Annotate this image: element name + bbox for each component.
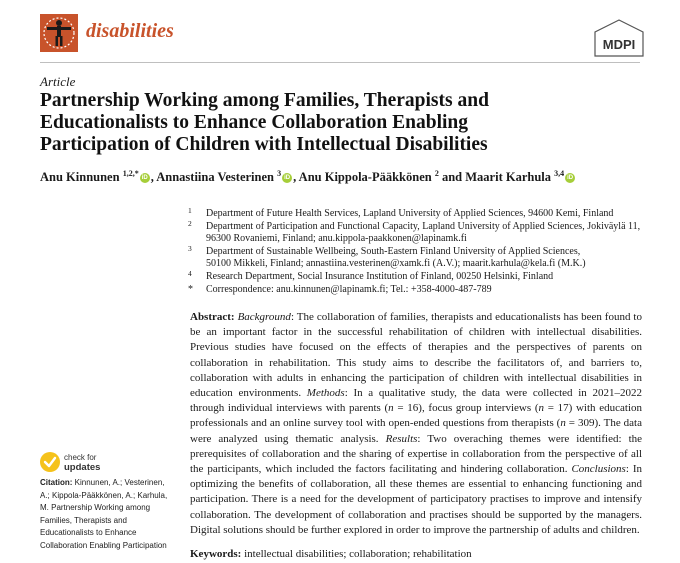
citation-line: Citation: Kinnunen, A.; Vesterinen,	[40, 478, 165, 487]
citation-line: Families, Therapists and	[40, 515, 127, 525]
affiliation-item	[188, 208, 648, 221]
citation-line: Educationalists to Enhance	[40, 528, 137, 537]
affiliation-marker: 1	[188, 206, 192, 215]
check-updates-icon	[40, 452, 60, 472]
mdpi-logo[interactable]	[589, 18, 649, 58]
article-type: Article	[40, 74, 76, 89]
conclusions-text: : In optimizing the benefits of collaboration, all these themes are essential to enhancing functioning and participation. There is a need for the development of participatory practises to improve and intensify collaboration. The development of collaboration and practises should be supported by the managers. Digital solutions should be further explored in order to improve the partnership of adults and children.	[190, 463, 642, 536]
keywords-label: Keywords:	[190, 548, 242, 560]
citation-block	[40, 477, 180, 552]
author-affiliation-marker: 3,4	[554, 168, 565, 178]
author-name[interactable]: Anu Kippola-Pääkkönen	[298, 170, 432, 184]
check-for-updates-button[interactable]	[40, 452, 120, 474]
article-title	[40, 90, 640, 156]
affiliation-list	[188, 208, 648, 296]
methods-label: Methods	[306, 387, 345, 400]
title-line: Partnership Working among Families, Therapists and	[40, 90, 489, 111]
author-affiliation-marker: 1,2,*	[122, 168, 139, 178]
affiliation-marker: 4	[188, 268, 192, 278]
orcid-icon[interactable]: iD	[284, 175, 291, 182]
citation-line: A.; Kippola-Pääkkönen, A.; Karhula,	[40, 490, 168, 500]
correspondence-text: Correspondence: anu.kinnunen@lapinamk.fi; Tel.: +358-4000-487-789	[206, 283, 492, 295]
abstract-label: Abstract:	[190, 311, 235, 323]
journal-logo	[40, 14, 78, 52]
author-name[interactable]: Maarit Karhula	[465, 170, 552, 184]
author-list: Anu Kinnunen $^{1,2,*}$iD , Annastiina Vesterinen $^3$iD , Anu Kippola-Pääkkönen $^2$ and Maarit Karhula $^{3,4}$iD	[40, 168, 574, 184]
affiliation-item	[188, 268, 648, 284]
header-divider	[40, 62, 640, 63]
affiliation-text: Department of Participation and Functional Capacity, Lapland University of Applied Sciences, Jokiväylä 11,	[206, 220, 641, 232]
citation-label: Citation:	[40, 478, 73, 487]
conclusions-label: Conclusions	[571, 463, 626, 476]
check-updates-label: updates	[64, 462, 101, 473]
correspondence-marker: *	[188, 283, 193, 295]
journal-name[interactable]: disabilities	[86, 20, 174, 42]
citation-line: M. Partnership Working among	[40, 503, 151, 512]
background-text: : The collaboration of families, therapists and educationalists has been found to be an important factor in the successful rehabilitation of children with intellectual disabilities. Previous studies have focused on the effects of therapies and the perspectives of parents on collaboration in rehabilitation. This study aims to describe the facilitators of, and barriers to, collaboration with adults in enhancing the participation of children with intellectual disabilities in education environments.	[190, 311, 642, 400]
methods-text: : In a qualitative study, the data were collected in 2021–2022 through individual interviews with parents (	[190, 387, 642, 415]
affiliation-item	[188, 218, 648, 246]
check-updates-label: check for	[64, 453, 97, 462]
sample-size-var: n	[538, 402, 544, 415]
author-name[interactable]: Anu Kinnunen	[40, 170, 120, 184]
orcid-icon[interactable]: iD	[141, 175, 148, 182]
abstract	[190, 310, 642, 538]
title-line: Educationalists to Enhance Collaboration Enabling	[40, 112, 469, 133]
results-text: : Two overaching themes were identified: the prerequisites of collaboration and the sharing of expertise in collaboration from the perspective of all the participants, which included the factors facilitating and hindering collaboration.	[190, 432, 643, 476]
affiliation-text: 50100 Mikkeli, Finland; annastiina.vesterinen@xamk.fi (A.V.); maarit.karhula@kela.fi (M.K.)	[206, 258, 586, 270]
affiliation-text: 96300 Rovaniemi, Finland; anu.kippola-paakkonen@lapinamk.fi	[206, 233, 467, 245]
affiliation-text: Department of Future Health Services, Lapland University of Applied Sciences, 94600 Kemi, Finland	[206, 208, 614, 219]
title-line: Participation of Children with Intellectual Disabilities	[40, 134, 488, 155]
affiliation-item	[188, 243, 648, 271]
author-name[interactable]: Annastiina Vesterinen	[156, 170, 274, 184]
keywords	[190, 548, 472, 560]
orcid-icon[interactable]: iD	[567, 175, 574, 182]
sample-size-var: n	[560, 417, 566, 430]
methods-text: = 16), focus group interviews (	[393, 402, 539, 415]
affiliation-text: Department of Sustainable Wellbeing, South-Eastern Finland University of Applied Sciences,	[206, 245, 581, 257]
publisher-name: MDPI	[602, 37, 636, 52]
results-label: Results	[385, 432, 418, 445]
affiliation-marker: 3	[188, 243, 192, 253]
affiliation-item	[188, 284, 648, 297]
vitruvian-figure-icon	[40, 14, 78, 52]
methods-text: = 309). The data were analyzed using thematic analysis.	[190, 417, 642, 445]
mdpi-hexagon-icon	[589, 18, 649, 58]
background-label: Background	[237, 311, 291, 323]
author-affiliation-marker: 3	[277, 168, 282, 178]
citation-line: Collaboration Enabling Participation	[40, 540, 167, 550]
keywords-text: intellectual disabilities; collaboration; rehabilitation	[244, 548, 472, 560]
affiliation-marker: 2	[188, 218, 192, 228]
sample-size-var: n	[388, 402, 394, 415]
methods-text: = 17) with education professionals and an online survey tool with open-ended questions from therapists (	[190, 402, 643, 430]
affiliation-text: Research Department, Social Insurance Institution of Finland, 00250 Helsinki, Finland	[206, 270, 554, 282]
author-affiliation-marker: 2	[434, 168, 439, 178]
